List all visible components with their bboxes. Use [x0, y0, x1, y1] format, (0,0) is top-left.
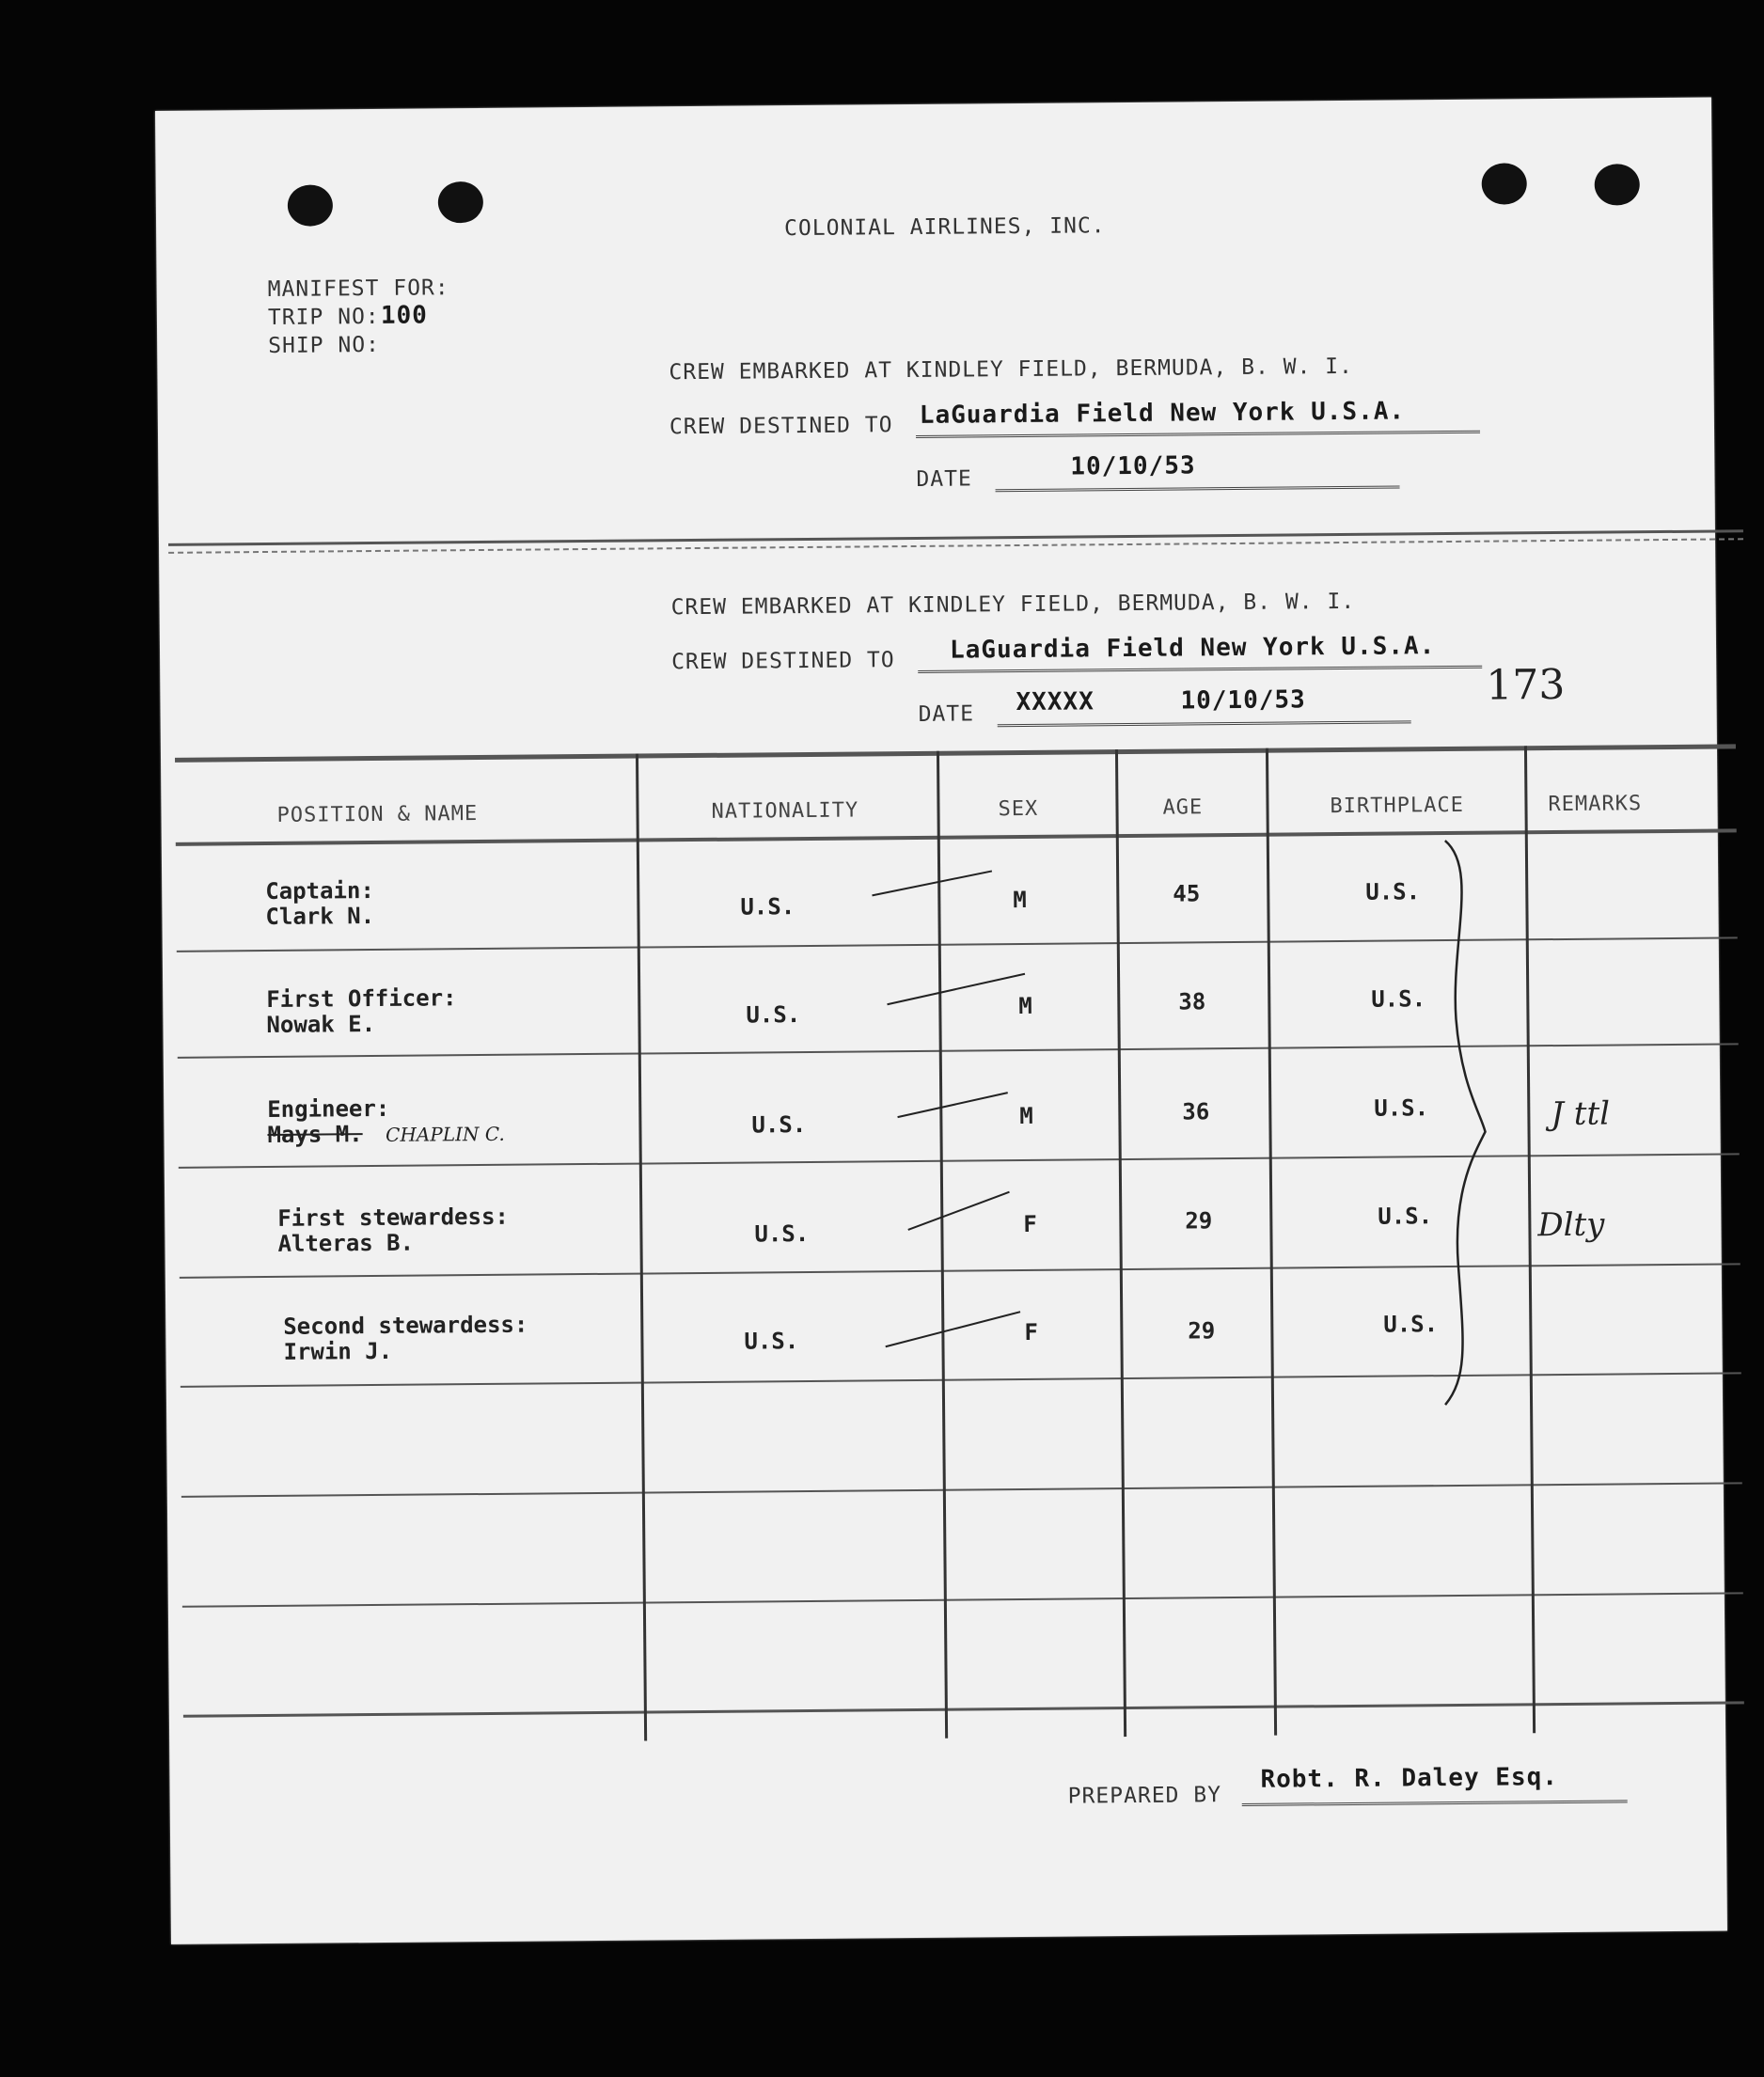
birthplace-cell: U.S.: [1365, 878, 1421, 905]
trip-no-value: 100: [380, 301, 429, 330]
table-row-position: Engineer: Mays M. CHAPLIN C.: [267, 1094, 505, 1148]
nationality-cell: U.S.: [746, 1001, 801, 1029]
table-row-position: Captain: Clark N.: [265, 877, 375, 931]
prepared-by-label: PREPARED BY: [1067, 1783, 1222, 1809]
prepared-by-underline: [1242, 1800, 1628, 1806]
table-row-position: First Officer: Nowak E.: [266, 984, 457, 1039]
lower-date-struck: XXXXX: [1016, 687, 1095, 717]
manifest-for-label: MANIFEST FOR:: [267, 275, 449, 302]
handwritten-name: CHAPLIN C.: [386, 1122, 505, 1146]
lower-embarked: CREW EMBARKED AT KINDLEY FIELD, BERMUDA, B. W. I.: [670, 589, 1356, 621]
col-divider: [636, 754, 647, 1741]
lower-destined-underline: [918, 666, 1482, 673]
upper-destined-underline: [916, 431, 1480, 438]
birthplace-cell: U.S.: [1374, 1094, 1429, 1122]
sex-cell: M: [1018, 992, 1032, 1020]
birthplace-cell: U.S.: [1371, 985, 1426, 1013]
crew-table: [175, 745, 1725, 1745]
age-cell: 38: [1178, 988, 1206, 1015]
table-row-position: First stewardess: Alteras B.: [277, 1203, 510, 1257]
punch-hole: [1482, 163, 1527, 204]
section-divider: [168, 529, 1743, 554]
check-stroke: [887, 973, 1025, 1005]
lower-date-label: DATE: [918, 701, 975, 727]
age-cell: 29: [1185, 1207, 1213, 1235]
col-divider: [937, 751, 948, 1739]
age-cell: 45: [1173, 880, 1201, 907]
check-stroke: [872, 870, 992, 896]
lower-date-underline: [998, 720, 1411, 727]
row-rule: [181, 1482, 1742, 1497]
upper-destined-value: LaGuardia Field New York U.S.A.: [919, 397, 1406, 430]
company-name: COLONIAL AIRLINES, INC.: [784, 213, 1106, 242]
sex-cell: F: [1024, 1318, 1038, 1345]
col-divider: [1524, 746, 1536, 1733]
upper-date-label: DATE: [916, 466, 972, 492]
punch-hole: [438, 181, 483, 223]
punch-hole: [1595, 164, 1640, 205]
upper-date-underline: [996, 485, 1400, 492]
lower-destined-label: CREW DESTINED TO: [671, 648, 895, 675]
upper-destined-label: CREW DESTINED TO: [669, 413, 893, 440]
lower-date-value: 10/10/53: [1180, 685, 1306, 716]
birthplace-cell: U.S.: [1383, 1311, 1439, 1338]
header-birthplace: BIRTHPLACE: [1330, 793, 1465, 819]
age-cell: 36: [1182, 1098, 1210, 1125]
birthplace-cell: U.S.: [1378, 1203, 1433, 1230]
remark-handwritten: J ttl: [1551, 1094, 1611, 1134]
header-position-name: POSITION & NAME: [276, 802, 479, 827]
nationality-cell: U.S.: [744, 1328, 799, 1355]
check-stroke: [885, 1311, 1020, 1347]
upper-date-value: 10/10/53: [1070, 451, 1196, 481]
sex-cell: M: [1019, 1102, 1033, 1130]
check-stroke: [897, 1092, 1008, 1118]
col-divider: [1266, 748, 1277, 1736]
header-nationality: NATIONALITY: [711, 798, 859, 824]
struck-name: Mays M.: [267, 1121, 363, 1148]
nationality-cell: U.S.: [751, 1111, 807, 1139]
sex-cell: F: [1023, 1210, 1037, 1237]
age-cell: 29: [1188, 1317, 1216, 1345]
manifest-sheet: [155, 98, 1727, 1944]
table-bottom-rule: [183, 1701, 1744, 1717]
trip-no-label: TRIP NO:: [267, 304, 380, 330]
header-sex: SEX: [998, 796, 1039, 822]
col-divider: [1115, 749, 1126, 1737]
nationality-cell: U.S.: [740, 893, 795, 920]
table-row-position: Second stewardess: Irwin J.: [283, 1311, 528, 1365]
prepared-by-value: Robt. R. Daley Esq.: [1260, 1763, 1559, 1794]
handwritten-brace: [1436, 830, 1516, 1414]
table-top-rule: [175, 744, 1736, 762]
page-number: 173: [1486, 660, 1566, 710]
row-rule: [182, 1592, 1743, 1607]
nationality-cell: U.S.: [754, 1219, 810, 1248]
lower-destined-value: LaGuardia Field New York U.S.A.: [949, 632, 1436, 665]
header-age: AGE: [1162, 795, 1204, 820]
punch-hole: [288, 184, 333, 226]
header-remarks: REMARKS: [1548, 792, 1643, 817]
ship-no-label: SHIP NO:: [268, 332, 381, 358]
sex-cell: M: [1013, 886, 1027, 914]
remark-handwritten: Dlty: [1537, 1205, 1605, 1245]
upper-embarked: CREW EMBARKED AT KINDLEY FIELD, BERMUDA, B. W. I.: [669, 354, 1354, 386]
check-stroke: [907, 1191, 1009, 1231]
